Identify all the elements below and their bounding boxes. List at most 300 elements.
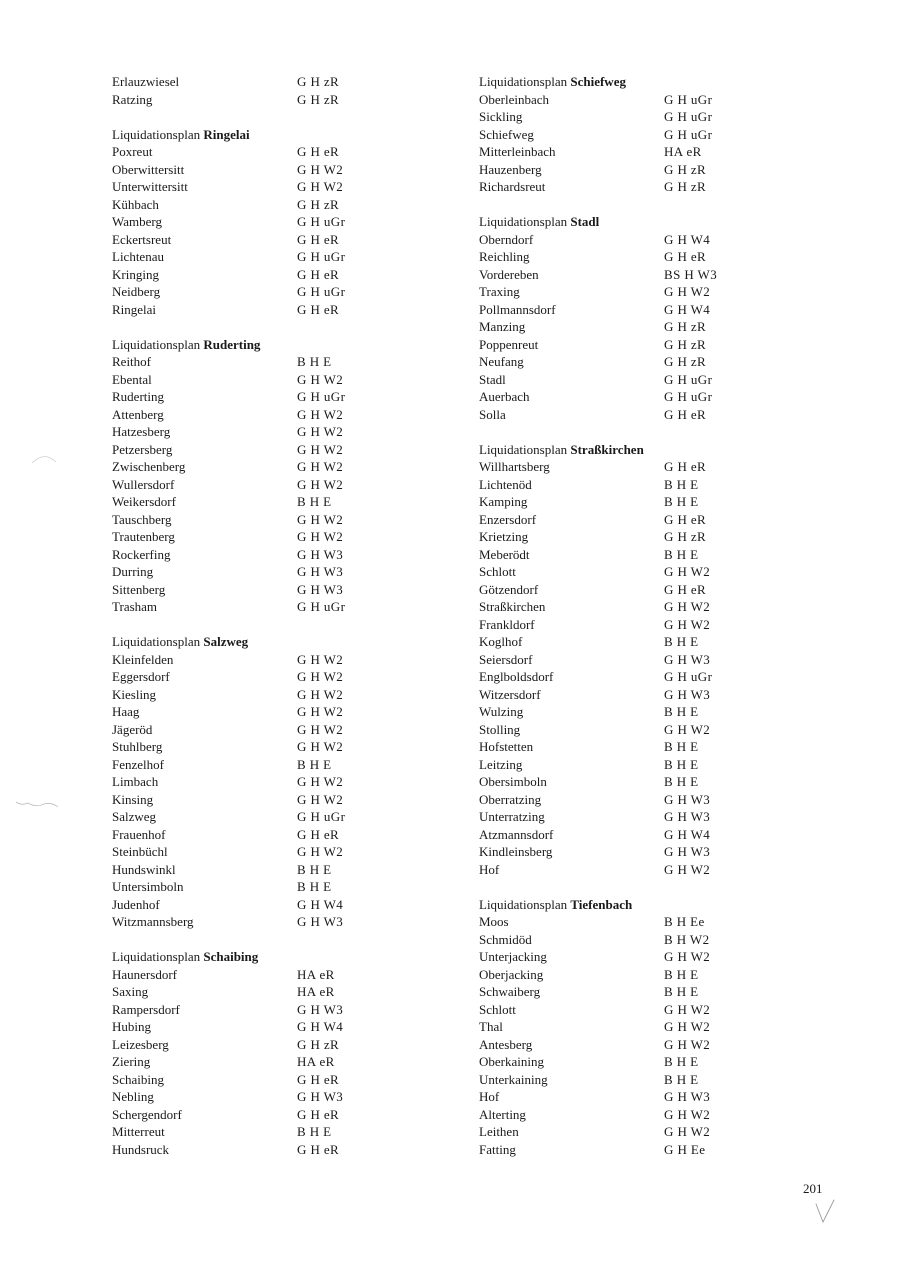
place-name: Hatzesberg <box>112 424 171 439</box>
place-name: Stadl <box>479 371 506 387</box>
list-item <box>479 126 809 144</box>
place-name: Wamberg <box>112 214 162 229</box>
list-item <box>112 808 442 826</box>
section-heading <box>479 896 809 914</box>
list-item <box>479 1141 809 1159</box>
list-item <box>479 1018 809 1036</box>
place-name: Willhartsberg <box>479 459 550 474</box>
place-name: Fenzelhof <box>112 756 164 772</box>
place-name: Mitterreut <box>112 1124 165 1139</box>
classification-code: B H E <box>664 966 699 982</box>
list-item <box>479 353 809 371</box>
list-item <box>479 248 809 266</box>
place-name: Eckertsreut <box>112 231 172 247</box>
place-name: Reithof <box>112 354 151 369</box>
place-name: Lichtenöd <box>479 476 532 492</box>
section-heading-prefix: Liquidationsplan <box>112 126 204 142</box>
list-item <box>479 318 809 336</box>
section-ruderting <box>112 336 442 616</box>
list-item <box>112 1123 442 1141</box>
list-item <box>112 406 442 424</box>
section-heading <box>112 948 442 966</box>
list-item <box>112 773 442 791</box>
place-name: Haag <box>112 704 140 719</box>
place-name: Antesberg <box>479 1036 533 1052</box>
section-straßkirchen <box>479 441 809 879</box>
classification-code: G H zR <box>297 196 340 212</box>
place-name: Trasham <box>112 599 158 614</box>
section-continued <box>112 73 442 108</box>
place-name: Oberjacking <box>479 966 544 982</box>
place-name: Attenberg <box>112 406 164 422</box>
list-item <box>479 1123 809 1141</box>
list-item <box>479 493 809 511</box>
place-name: Ziering <box>112 1054 151 1069</box>
list-item <box>479 983 809 1001</box>
classification-code: G H W2 <box>297 371 344 387</box>
classification-code: B H E <box>297 861 332 877</box>
handwritten-check-mark <box>813 1198 837 1226</box>
classification-code: HA eR <box>297 1054 335 1069</box>
list-item <box>479 1088 809 1106</box>
section-tiefenbach <box>479 896 809 1159</box>
classification-code: B H E <box>664 546 699 562</box>
classification-code: G H Ee <box>664 1141 706 1157</box>
list-item <box>479 826 809 844</box>
list-item <box>112 1018 442 1036</box>
list-item <box>112 721 442 739</box>
place-name: Wulzing <box>479 704 524 719</box>
place-name: Atzmannsdorf <box>479 826 554 842</box>
classification-code: G H W2 <box>297 669 344 684</box>
place-name: Richardsreut <box>479 179 546 194</box>
classification-code: G H W2 <box>297 791 344 807</box>
place-name: Schaibing <box>112 1071 164 1087</box>
list-item <box>112 196 442 214</box>
place-name: Poxreut <box>112 144 153 159</box>
place-name: Schlott <box>479 564 516 579</box>
place-name: Alterting <box>479 1106 526 1122</box>
place-name: Petzersberg <box>112 441 173 457</box>
place-name: Neufang <box>479 354 524 369</box>
section-heading-name: Straßkirchen <box>570 441 644 457</box>
list-item <box>479 371 809 389</box>
place-name: Haunersdorf <box>112 966 177 982</box>
list-item <box>112 1106 442 1124</box>
place-name: Limbach <box>112 774 159 789</box>
classification-code: B H W2 <box>664 931 710 947</box>
classification-code: G H W2 <box>664 1124 711 1139</box>
classification-code: G H zR <box>297 91 340 107</box>
list-item <box>112 248 442 266</box>
classification-code: G H zR <box>297 1036 340 1052</box>
section-heading-prefix: Liquidationsplan <box>479 896 571 912</box>
section-heading-name: Ruderting <box>203 336 261 352</box>
place-name: Moos <box>479 914 509 929</box>
classification-code: G H W2 <box>297 441 344 457</box>
place-name: Hof <box>479 861 500 877</box>
list-item <box>479 336 809 354</box>
place-name: Saxing <box>112 984 149 999</box>
place-name: Koglhof <box>479 634 523 649</box>
classification-code: B H E <box>664 756 699 772</box>
classification-code: G H uGr <box>664 389 713 404</box>
place-name: Schlott <box>479 1001 516 1017</box>
list-item <box>112 913 442 931</box>
place-name: Ratzing <box>112 91 153 107</box>
classification-code: G H W2 <box>297 686 344 702</box>
list-item <box>112 371 442 389</box>
classification-code: B H Ee <box>664 914 705 929</box>
place-name: Kringing <box>112 266 159 282</box>
classification-code: B H E <box>664 739 699 754</box>
place-name: Straßkirchen <box>479 599 546 614</box>
place-name: Trautenberg <box>112 529 175 544</box>
place-name: Weikersdorf <box>112 494 176 509</box>
place-name: Englboldsdorf <box>479 669 554 684</box>
classification-code: G H W2 <box>297 704 344 719</box>
place-name: Wullersdorf <box>112 476 175 492</box>
list-item <box>479 178 809 196</box>
place-name: Hubing <box>112 1019 151 1034</box>
list-item <box>112 756 442 774</box>
classification-code: G H uGr <box>297 284 346 299</box>
classification-code: G H W2 <box>297 774 344 789</box>
list-item <box>479 721 809 739</box>
place-name: Stolling <box>479 721 521 737</box>
classification-code: G H eR <box>297 144 340 159</box>
place-name: Witzmannsberg <box>112 914 194 929</box>
classification-code: G H W3 <box>664 844 711 859</box>
classification-code: G H W2 <box>297 844 344 859</box>
list-item <box>479 406 809 424</box>
place-name: Neidberg <box>112 284 161 299</box>
classification-code: G H zR <box>664 161 707 177</box>
section-heading-prefix: Liquidationsplan <box>112 949 204 964</box>
place-name: Pollmannsdorf <box>479 301 556 317</box>
classification-code: B H E <box>664 494 699 509</box>
list-item <box>112 511 442 529</box>
classification-code: G H W4 <box>664 301 711 317</box>
list-item <box>112 73 442 91</box>
place-name: Leizesberg <box>112 1036 169 1052</box>
place-name: Hofstetten <box>479 739 534 754</box>
list-item <box>479 966 809 984</box>
place-name: Witzersdorf <box>479 686 541 702</box>
classification-code: B H E <box>297 354 332 369</box>
classification-code: G H uGr <box>664 126 713 142</box>
section-heading-name: Stadl <box>570 214 600 229</box>
right-column <box>479 73 809 1158</box>
place-name: Jägeröd <box>112 721 153 737</box>
classification-code: G H W3 <box>297 914 344 929</box>
list-item <box>479 843 809 861</box>
classification-code: B H E <box>297 494 332 509</box>
list-item <box>479 1053 809 1071</box>
place-name: Oberleinbach <box>479 91 550 107</box>
place-name: Hundswinkl <box>112 861 176 877</box>
scan-artifact-mark <box>14 796 60 812</box>
list-item <box>479 703 809 721</box>
place-name: Unterwittersitt <box>112 179 188 194</box>
list-item <box>479 91 809 109</box>
section-heading-name: Ringelai <box>203 126 250 142</box>
place-name: Untersimboln <box>112 879 184 894</box>
list-item <box>479 301 809 319</box>
classification-code: G H zR <box>664 529 707 544</box>
place-name: Fatting <box>479 1141 516 1157</box>
list-item <box>112 178 442 196</box>
classification-code: HA eR <box>664 144 702 159</box>
classification-code: G H eR <box>297 826 340 842</box>
place-name: Unterkaining <box>479 1071 548 1087</box>
list-item <box>112 423 442 441</box>
list-item <box>112 1088 442 1106</box>
list-item <box>112 161 442 179</box>
place-name: Krietzing <box>479 529 529 544</box>
section-heading-prefix: Liquidationsplan <box>479 441 571 457</box>
place-name: Nebling <box>112 1089 154 1104</box>
list-item <box>479 791 809 809</box>
classification-code: G H W4 <box>664 231 711 247</box>
place-name: Durring <box>112 564 154 579</box>
list-item <box>112 143 442 161</box>
section-heading <box>479 213 809 231</box>
classification-code: G H W3 <box>297 1001 344 1017</box>
list-item <box>112 493 442 511</box>
classification-code: B H E <box>664 634 699 649</box>
section-heading <box>112 126 442 144</box>
classification-code: G H W3 <box>297 546 344 562</box>
place-name: Kühbach <box>112 196 159 212</box>
place-name: Auerbach <box>479 389 530 404</box>
classification-code: G H W2 <box>664 721 711 737</box>
scan-artifact-mark <box>30 454 58 466</box>
list-item <box>112 668 442 686</box>
section-schiefweg <box>479 73 809 196</box>
list-item <box>479 388 809 406</box>
section-heading <box>112 633 442 651</box>
place-name: Stuhlberg <box>112 739 163 754</box>
list-item <box>479 616 809 634</box>
place-name: Schmidöd <box>479 931 532 947</box>
classification-code: G H W2 <box>297 511 344 527</box>
classification-code: G H uGr <box>664 91 713 107</box>
list-item <box>479 143 809 161</box>
place-name: Zwischenberg <box>112 459 186 474</box>
list-item <box>112 213 442 231</box>
list-item <box>479 1106 809 1124</box>
list-item <box>479 476 809 494</box>
classification-code: G H W3 <box>297 581 344 597</box>
classification-code: G H W2 <box>297 651 344 667</box>
classification-code: G H W3 <box>297 1089 344 1104</box>
classification-code: B H E <box>664 1071 699 1087</box>
list-item <box>112 686 442 704</box>
place-name: Eggersdorf <box>112 669 170 684</box>
list-item <box>479 161 809 179</box>
classification-code: G H eR <box>664 249 707 264</box>
place-name: Salzweg <box>112 809 157 824</box>
place-name: Ebental <box>112 371 152 387</box>
classification-code: G H W2 <box>297 406 344 422</box>
place-name: Thal <box>479 1019 503 1034</box>
left-column <box>112 73 442 1158</box>
list-item <box>112 476 442 494</box>
classification-code: G H uGr <box>664 669 713 684</box>
place-name: Ruderting <box>112 389 164 404</box>
list-item <box>479 266 809 284</box>
section-heading-name: Tiefenbach <box>570 896 633 912</box>
classification-code: G H eR <box>664 511 707 527</box>
place-name: Sittenberg <box>112 581 166 597</box>
list-item <box>112 983 442 1001</box>
list-item <box>479 1001 809 1019</box>
classification-code: G H uGr <box>297 389 346 404</box>
classification-code: B H E <box>664 704 699 719</box>
section-heading-prefix: Liquidationsplan <box>479 214 571 229</box>
list-item <box>479 773 809 791</box>
list-item <box>112 1001 442 1019</box>
place-name: Oberwittersitt <box>112 161 185 177</box>
classification-code: G H eR <box>664 406 707 422</box>
list-item <box>112 651 442 669</box>
section-heading-name: Salzweg <box>203 634 249 649</box>
classification-code: G H uGr <box>664 371 713 387</box>
section-ringelai <box>112 126 442 319</box>
place-name: Unterjacking <box>479 949 547 964</box>
list-item <box>112 283 442 301</box>
classification-code: G H W2 <box>297 721 344 737</box>
place-name: Mitterleinbach <box>479 144 556 159</box>
list-item <box>479 598 809 616</box>
list-item <box>479 108 809 126</box>
classification-code: G H W2 <box>664 599 711 614</box>
section-heading <box>479 73 809 91</box>
list-item <box>479 913 809 931</box>
section-heading <box>479 441 809 459</box>
classification-code: G H W3 <box>664 809 711 824</box>
classification-code: G H W2 <box>297 161 344 177</box>
place-name: Hof <box>479 1089 500 1104</box>
list-item <box>479 563 809 581</box>
place-name: Obersimboln <box>479 774 547 789</box>
classification-code: G H W2 <box>297 529 344 544</box>
classification-code: G H eR <box>297 1141 340 1157</box>
place-name: Hauzenberg <box>479 161 542 177</box>
section-stadl <box>479 213 809 423</box>
classification-code: G H zR <box>297 74 340 89</box>
classification-code: B H E <box>664 774 699 789</box>
place-name: Kamping <box>479 494 528 509</box>
place-name: Hundsruck <box>112 1141 170 1157</box>
classification-code: G H W2 <box>664 1106 711 1122</box>
list-item <box>112 878 442 896</box>
classification-code: G H zR <box>664 354 707 369</box>
section-heading-name: Schiefweg <box>570 74 626 89</box>
place-name: Enzersdorf <box>479 511 537 527</box>
classification-code: B H E <box>664 1054 699 1069</box>
classification-code: G H W3 <box>297 564 344 579</box>
classification-code: G H W3 <box>664 1089 711 1104</box>
list-item <box>112 791 442 809</box>
list-item <box>112 353 442 371</box>
list-item <box>479 1036 809 1054</box>
list-item <box>479 528 809 546</box>
classification-code: G H W2 <box>297 476 344 492</box>
place-name: Erlauzwiesel <box>112 74 180 89</box>
classification-code: G H uGr <box>297 599 346 614</box>
list-item <box>112 703 442 721</box>
list-item <box>479 1071 809 1089</box>
list-item <box>479 283 809 301</box>
classification-code: G H eR <box>297 301 340 317</box>
classification-code: G H uGr <box>297 214 346 229</box>
classification-code: G H eR <box>297 266 340 282</box>
list-item <box>112 563 442 581</box>
list-item <box>112 546 442 564</box>
list-item <box>112 826 442 844</box>
classification-code: G H W2 <box>664 1036 711 1052</box>
place-name: Reichling <box>479 249 530 264</box>
list-item <box>112 966 442 984</box>
list-item <box>479 861 809 879</box>
place-name: Vordereben <box>479 266 539 282</box>
place-name: Poppenreut <box>479 336 539 352</box>
place-name: Schiefweg <box>479 126 534 142</box>
section-schaibing <box>112 948 442 1158</box>
place-name: Kindleinsberg <box>479 844 553 859</box>
list-item <box>479 633 809 651</box>
classification-code: G H eR <box>297 1106 340 1122</box>
classification-code: G H W4 <box>297 896 344 912</box>
list-item <box>112 738 442 756</box>
list-item <box>479 546 809 564</box>
list-item <box>112 266 442 284</box>
place-name: Manzing <box>479 319 526 334</box>
classification-code: G H zR <box>664 336 707 352</box>
classification-code: G H W4 <box>664 826 711 842</box>
list-item <box>112 861 442 879</box>
classification-code: G H eR <box>297 1071 340 1087</box>
list-item <box>479 948 809 966</box>
place-name: Steinbüchl <box>112 844 168 859</box>
list-item <box>479 511 809 529</box>
classification-code: G H W2 <box>664 1001 711 1017</box>
place-name: Ringelai <box>112 301 157 317</box>
classification-code: B H E <box>297 756 332 772</box>
classification-code: G H W3 <box>664 791 711 807</box>
classification-code: B H E <box>297 879 332 894</box>
list-item <box>479 738 809 756</box>
section-heading <box>112 336 442 354</box>
classification-code: G H W2 <box>297 424 344 439</box>
classification-code: G H W3 <box>664 651 711 667</box>
classification-code: G H uGr <box>664 109 713 124</box>
list-item <box>112 1053 442 1071</box>
list-item <box>479 686 809 704</box>
place-name: Traxing <box>479 284 520 299</box>
list-item <box>479 756 809 774</box>
page-number: 201 <box>803 1181 823 1196</box>
list-item <box>479 808 809 826</box>
place-name: Lichtenau <box>112 249 164 264</box>
list-item <box>112 441 442 459</box>
list-item <box>479 581 809 599</box>
section-salzweg <box>112 633 442 931</box>
place-name: Kiesling <box>112 686 157 702</box>
classification-code: G H W4 <box>297 1019 344 1034</box>
